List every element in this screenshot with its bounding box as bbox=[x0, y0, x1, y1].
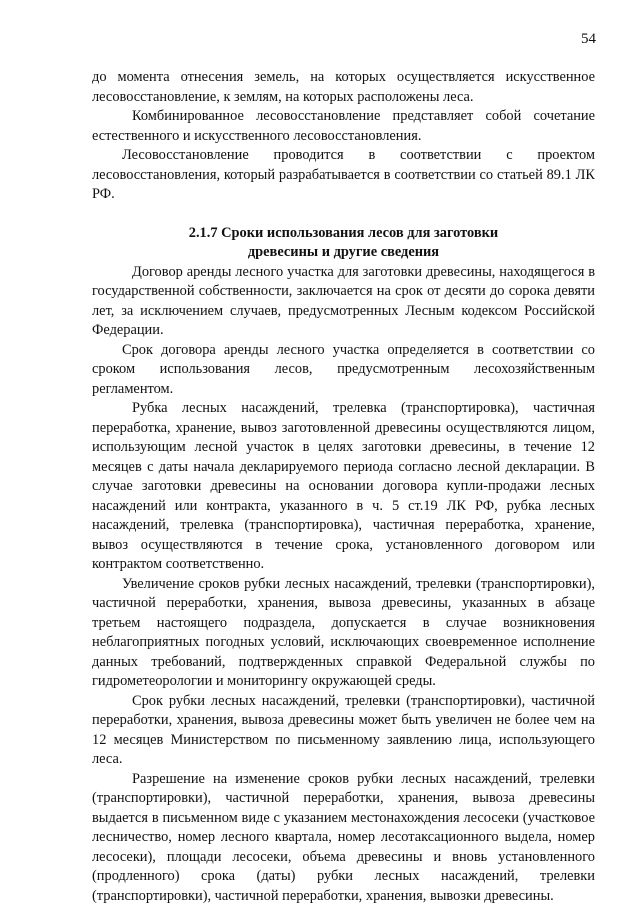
page-number: 54 bbox=[581, 30, 596, 48]
page-body bbox=[92, 68, 595, 906]
section-heading-line-2: древесины и другие сведения bbox=[92, 243, 595, 263]
paragraph-lease-duration: Срок договора аренды лесного участка определяется в соответствии со сроком использования лесов, предусмотренным лесохозяйственным регламентом. bbox=[92, 341, 595, 400]
paragraph-permission: Разрешение на изменение сроков рубки лесных насаждений, трелевки (транспортировки), частичной переработки, хранения, вывоза древесины выдается в письменном виде с указанием местонахождения лесосеки (участковое лесничество, номер лесного квартала, номер лесотаксационного выдела, номер лесосеки), площади лесосеки, объема древесины и вновь установленного (продленного) срока (даты) рубки лесных насаждений, трелевки (транспортировки), частичной переработки, хранения, вывозки древесины. bbox=[92, 770, 595, 906]
paragraph-extension-limit: Срок рубки лесных насаждений, трелевки (транспортировки), частичной переработки, хранения, вывоза древесины может быть увеличен не более чем на 12 месяцев Министерством по письменному заявлению лица, использующего леса. bbox=[92, 692, 595, 770]
paragraph-continuation: до момента отнесения земель, на которых осуществляется искусственное лесовосстановление, к землям, на которых расположены леса. bbox=[92, 68, 595, 107]
section-heading-line-1: 2.1.7 Сроки использования лесов для заготовки bbox=[92, 224, 595, 244]
section-heading bbox=[92, 224, 595, 263]
paragraph-reforestation-project: Лесовосстановление проводится в соответствии с проектом лесовосстановления, который разрабатывается в соответствии со статьей 89.1 ЛК РФ. bbox=[92, 146, 595, 205]
paragraph-lease-term: Договор аренды лесного участка для заготовки древесины, находящегося в государственной собственности, заключается на срок от десяти до сорока девяти лет, за исключением случаев, предусмотренных Лесным кодексом Российской Федерации. bbox=[92, 263, 595, 341]
paragraph-combined-reforestation: Комбинированное лесовосстановление представляет собой сочетание естественного и искусственного лесовосстановления. bbox=[92, 107, 595, 146]
paragraph-term-extension: Увеличение сроков рубки лесных насаждений, трелевки (транспортировки), частичной переработки, хранения, вывоза древесины, указанных в абзаце третьем настоящего подраздела, допускается в случае возникновения неблагоприятных погодных условий, исключающих своевременное исполнение данных требований, подтвержденных справкой Федеральной службы по гидрометеорологии и мониторингу окружающей среды. bbox=[92, 575, 595, 692]
paragraph-felling-period: Рубка лесных насаждений, трелевка (транспортировка), частичная переработка, хранение, вывоз заготовленной древесины осуществляются лицом, использующим лесной участок в целях заготовки древесины, в течение 12 месяцев с даты начала декларируемого периода согласно лесной декларации. В случае заготовки древесины на основании договора купли-продажи лесных насаждений или контракта, указанного в ч. 5 ст.19 ЛК РФ, рубка лесных насаждений, трелевка (транспортировка), частичная переработка, хранение, вывоз осуществляются в течение срока, установленного договором или контрактом соответственно. bbox=[92, 399, 595, 575]
